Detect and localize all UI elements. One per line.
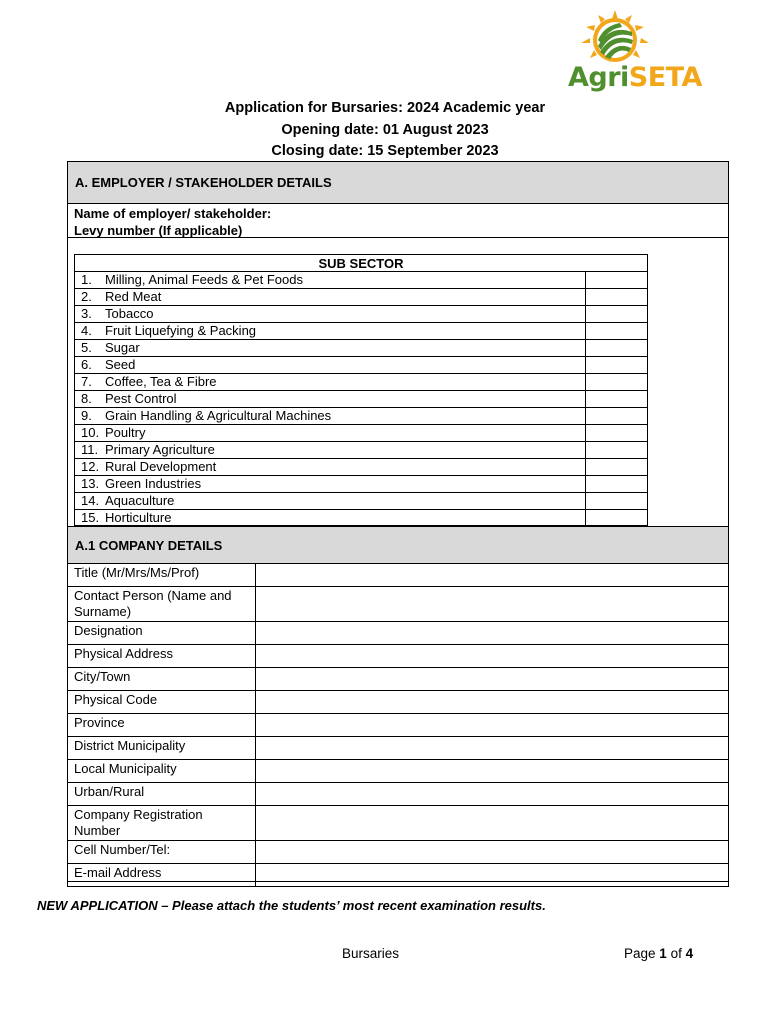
logo-word-seta: SETA <box>628 62 702 93</box>
company-detail-row <box>68 714 729 737</box>
company-detail-input[interactable] <box>256 622 729 645</box>
company-detail-input[interactable] <box>256 691 729 714</box>
sub-sector-label: Seed <box>105 357 136 372</box>
sub-sector-row <box>75 272 647 289</box>
sub-sector-checkbox[interactable] <box>585 425 647 441</box>
section-a1-heading <box>67 526 729 564</box>
sub-sector-row <box>75 374 647 391</box>
sub-sector-checkbox[interactable] <box>585 340 647 356</box>
sub-sector-row <box>75 357 647 374</box>
sub-sector-row <box>75 442 647 459</box>
page-number <box>624 946 693 961</box>
sub-sector-label: Horticulture <box>105 510 172 525</box>
sub-sector-label: Fruit Liquefying & Packing <box>105 323 257 338</box>
sub-sector-number: 8. <box>81 391 92 406</box>
page-prefix: Page <box>624 946 656 961</box>
company-detail-row <box>68 668 729 691</box>
company-detail-input[interactable] <box>256 668 729 691</box>
company-detail-row <box>68 691 729 714</box>
sub-sector-label: Milling, Animal Feeds & Pet Foods <box>105 272 303 287</box>
company-detail-row <box>68 783 729 806</box>
sub-sector-number: 9. <box>81 408 92 423</box>
sub-sector-checkbox[interactable] <box>585 459 647 475</box>
sub-sector-checkbox[interactable] <box>585 408 647 424</box>
sub-sector-label: Pest Control <box>105 391 177 406</box>
sub-sector-row <box>75 425 647 442</box>
company-detail-row <box>68 645 729 668</box>
company-detail-label: Local Municipality <box>68 760 256 783</box>
company-detail-row <box>68 587 729 622</box>
sub-sector-number: 13. <box>81 476 100 491</box>
sub-sector-checkbox[interactable] <box>585 289 647 305</box>
sub-sector-label: Tobacco <box>105 306 154 321</box>
sub-sector-title: SUB SECTOR <box>75 255 647 272</box>
employer-name-label: Name of employer/ stakeholder: <box>74 206 272 221</box>
section-a-heading <box>67 161 729 204</box>
sub-sector-label: Coffee, Tea & Fibre <box>105 374 217 389</box>
company-detail-row <box>68 737 729 760</box>
sub-sector-row <box>75 408 647 425</box>
company-detail-row <box>68 864 729 887</box>
sub-sector-checkbox[interactable] <box>585 476 647 492</box>
sub-sector-label: Grain Handling & Agricultural Machines <box>105 408 332 423</box>
company-detail-input[interactable] <box>256 864 729 887</box>
divider <box>67 237 729 238</box>
company-detail-input[interactable] <box>256 737 729 760</box>
levy-number-label: Levy number (If applicable) <box>74 223 243 238</box>
sub-sector-label: Green Industries <box>105 476 202 491</box>
sub-sector-label: Poultry <box>105 425 146 440</box>
company-detail-row <box>68 841 729 864</box>
sub-sector-label: Sugar <box>105 340 140 355</box>
company-detail-label: Province <box>68 714 256 737</box>
sub-sector-checkbox[interactable] <box>585 306 647 322</box>
company-detail-label: Physical Code <box>68 691 256 714</box>
sub-sector-number: 14. <box>81 493 100 508</box>
sub-sector-label: Primary Agriculture <box>105 442 215 457</box>
company-detail-input[interactable] <box>256 841 729 864</box>
sun-field-icon <box>580 10 650 66</box>
sub-sector-row <box>75 289 647 306</box>
sub-sector-row <box>75 459 647 476</box>
company-detail-input[interactable] <box>256 760 729 783</box>
sub-sector-number: 3. <box>81 306 92 321</box>
sub-sector-number: 5. <box>81 340 92 355</box>
sub-sector-row <box>75 510 647 527</box>
sub-sector-number: 12. <box>81 459 100 474</box>
sub-sector-checkbox[interactable] <box>585 391 647 407</box>
logo-word-agri: Agri <box>568 62 629 93</box>
company-detail-label: Contact Person (Name and Surname) <box>68 587 256 622</box>
sub-sector-checkbox[interactable] <box>585 374 647 390</box>
sub-sector-label: Red Meat <box>105 289 162 304</box>
company-detail-label: Company Registration Number <box>68 806 256 841</box>
company-detail-input[interactable] <box>256 783 729 806</box>
section-a-title: A. EMPLOYER / STAKEHOLDER DETAILS <box>75 175 332 190</box>
sub-sector-label: Aquaculture <box>105 493 175 508</box>
sub-sector-number: 7. <box>81 374 92 389</box>
company-detail-label: Cell Number/Tel: <box>68 841 256 864</box>
company-detail-input[interactable] <box>256 564 729 587</box>
company-detail-input[interactable] <box>256 806 729 841</box>
sub-sector-label: Rural Development <box>105 459 217 474</box>
company-detail-row <box>68 564 729 587</box>
sub-sector-row <box>75 493 647 510</box>
document-title: Application for Bursaries: 2024 Academic year <box>224 100 546 116</box>
employer-details <box>74 205 271 239</box>
company-detail-row <box>68 622 729 645</box>
section-a1-title: A.1 COMPANY DETAILS <box>75 537 223 553</box>
company-detail-row <box>68 806 729 841</box>
page-current: 1 <box>659 946 667 961</box>
sub-sector-checkbox[interactable] <box>585 323 647 339</box>
company-detail-input[interactable] <box>256 645 729 668</box>
sub-sector-number: 15. <box>81 510 100 525</box>
sub-sector-checkbox[interactable] <box>585 493 647 509</box>
sub-sector-checkbox[interactable] <box>585 442 647 458</box>
sub-sector-number: 4. <box>81 323 92 338</box>
company-detail-input[interactable] <box>256 714 729 737</box>
company-detail-label: Urban/Rural <box>68 783 256 806</box>
sub-sector-row <box>75 306 647 323</box>
sub-sector-number: 11. <box>81 442 99 457</box>
logo-wordmark <box>568 62 702 93</box>
sub-sector-checkbox[interactable] <box>585 510 647 527</box>
company-detail-label: District Municipality <box>68 737 256 760</box>
company-detail-row <box>68 760 729 783</box>
company-detail-label: Designation <box>68 622 256 645</box>
new-application-note: NEW APPLICATION – Please attach the students’ most recent examination results. <box>37 898 546 913</box>
sub-sector-row <box>75 476 647 493</box>
sub-sector-number: 1. <box>81 272 92 287</box>
page-total: 4 <box>685 946 694 961</box>
sub-sector-row <box>75 391 647 408</box>
company-detail-label: Title (Mr/Mrs/Ms/Prof) <box>68 564 256 587</box>
sub-sector-checkbox[interactable] <box>585 357 647 373</box>
company-details-table <box>67 563 729 887</box>
sub-sector-row <box>75 323 647 340</box>
opening-date: Opening date: 01 August 2023 <box>281 122 489 138</box>
sub-sector-table <box>74 254 648 526</box>
company-detail-label: Physical Address <box>68 645 256 668</box>
page-of: of <box>670 946 682 961</box>
closing-date: Closing date: 15 September 2023 <box>271 143 499 159</box>
company-detail-label: City/Town <box>68 668 256 691</box>
sub-sector-checkbox[interactable] <box>585 272 647 288</box>
sub-sector-number: 10. <box>81 425 100 440</box>
company-detail-input[interactable] <box>256 587 729 622</box>
sub-sector-row <box>75 340 647 357</box>
company-detail-label: E-mail Address <box>68 864 256 887</box>
sub-sector-number: 2. <box>81 289 92 304</box>
footer-label: Bursaries <box>342 946 400 961</box>
sub-sector-number: 6. <box>81 357 92 372</box>
agriseta-logo <box>566 10 726 94</box>
